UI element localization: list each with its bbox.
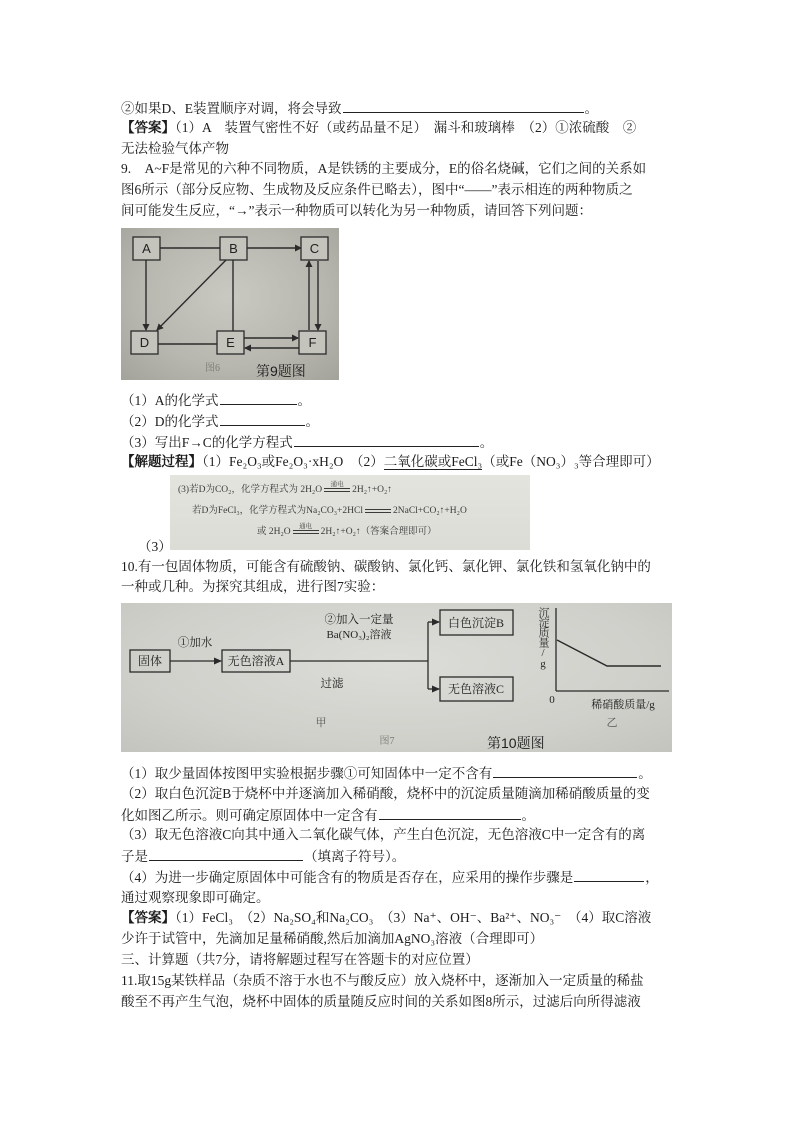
figure-caption: 第9题图 [256, 363, 306, 379]
q8-answer-text: （1）A 装置气密性不好（或药品量不足） 漏斗和玻璃棒 （2）①浓硫酸 ② [175, 120, 637, 135]
question-end: 。 [638, 766, 652, 781]
answer-blank [220, 389, 297, 405]
eq-condition: 通电 [330, 481, 344, 489]
q10-question-3-line2 [121, 845, 405, 866]
arrow-b-d [157, 260, 226, 330]
answer-blank [493, 762, 637, 778]
section-title: 三、计算题（共7分，请将解题过程写在答题卡的对应位置） [121, 952, 479, 967]
question-text: 化如图乙所示。则可确定原固体中一定含有 [121, 808, 378, 823]
answer-blank [294, 431, 479, 447]
q10-question-1 [121, 762, 652, 783]
q10-answer-line2: 少许于试管中，先滴加足量稀硝酸,然后加滴加AgNO₃溶液（合理即可） [121, 931, 544, 946]
q10-answer-text: （1）FeCl₃ （2）Na₂SO₄和Na₂CO₃ （3）Na⁺、OH⁻、Ba²⁺、NO₃⁻ （4）取C溶液 [175, 910, 652, 925]
q10-stem-line: 一种或几种。为探究其组成，进行图7实验： [121, 579, 385, 594]
eq-sign [293, 523, 319, 534]
graph-curve [557, 640, 661, 666]
question-end: 。 [479, 435, 494, 450]
q8-answer-line1 [121, 117, 636, 138]
q10-question-2-line2 [121, 804, 535, 825]
eq-double-line [293, 530, 319, 534]
step2-label-line2: Ba(NO₃)₂溶液 [326, 629, 392, 641]
figure-caption: 第10题图 [487, 735, 545, 751]
answer-blank [149, 845, 303, 861]
box-solution-a-label: 无色溶液A [227, 654, 285, 668]
diagram-label-jia: 甲 [315, 717, 327, 729]
q10-experiment-diagram [121, 603, 672, 752]
q8-answer-line2: 无法检验气体产物 [121, 141, 229, 156]
eq-line-2 [192, 503, 467, 519]
q9-solution-line [121, 451, 660, 472]
box-solid-label: 固体 [137, 654, 163, 668]
node-d-label: D [139, 335, 150, 350]
eq-text: 2H₂↑+O₂↑ [352, 485, 393, 495]
answer-label: 【答案】 [121, 120, 175, 135]
q9-question-1 [121, 389, 311, 410]
solution-part3: （或Fe（NO₃）₃等合理即可） [482, 454, 660, 469]
answer-blank [220, 410, 305, 426]
q8-sub2-end: 。 [584, 101, 598, 116]
step1-label: ①加水 [177, 637, 213, 649]
box-precipitate-b-label: 白色沉淀B [447, 616, 505, 630]
question-text: （2）D的化学式 [121, 414, 219, 429]
eq-sign [365, 509, 391, 513]
question-text: （1）A的化学式 [121, 393, 219, 408]
question-text: （4）为进一步确定原固体中可能含有的物质是否存在，应采用的操作步骤是 [121, 870, 574, 885]
q9-stem-line: 图6所示（部分反应物、生成物及反应条件已略去），图中“——”表示相连的两种物质之 [121, 182, 633, 197]
eq-text: 若D为FeCl₃，化学方程式为Na₂CO₃+2HCl [192, 506, 363, 516]
eq-condition: 通电 [299, 523, 313, 531]
diagram-label-yi: 乙 [606, 717, 618, 729]
box-solution-c-label: 无色溶液C [447, 682, 505, 696]
solution-part1: （1）Fe₂O₃或Fe₂O₃·xH₂O （2） [202, 454, 384, 469]
question-text: 子是 [121, 849, 148, 864]
answer-label: 【答案】 [121, 910, 175, 925]
eq-text: 或 2H₂O [257, 527, 291, 537]
eq-double-line [365, 509, 391, 513]
answer-blank [379, 804, 521, 820]
q10-question-3-line1: （3）取无色溶液C向其中通入二氧化碳气体，产生白色沉淀，无色溶液C中一定含有的离 [121, 827, 646, 842]
node-a-label: A [142, 241, 151, 256]
graph-x-label: 稀硝酸质量/g [591, 699, 655, 711]
question-text: （1）取少量固体按图甲实验根据步骤①可知固体中一定不含有 [121, 766, 493, 781]
eq-double-line [324, 488, 350, 492]
step2-label-line1: ②加入一定量 [324, 614, 394, 626]
q9-question-2 [121, 410, 319, 431]
q11-stem-line: 酸至不再产生气泡，烧杯中固体的质量随反应时间的关系如图8所示，过滤后向所得滤液 [121, 994, 641, 1009]
filter-label: 过滤 [320, 678, 344, 690]
eq-line-1 [178, 482, 392, 498]
q9-solution-image [170, 475, 530, 550]
q10-question-2-line1: （2）取白色沉淀B于烧杯中并逐滴加入稀硝酸，烧杯中的沉淀质量随滴加稀硝酸质量的变 [121, 786, 650, 801]
eq-sign [324, 481, 350, 492]
solution-part2: 二氧化碳或FeCl₃ [383, 454, 483, 469]
q9-question-3 [121, 431, 493, 452]
eq-line-3 [257, 524, 437, 540]
question-end: 。 [521, 808, 535, 823]
q8-sub2-text: ②如果D、E装置顺序对调，将会导致 [121, 101, 342, 116]
q10-stem-line: 10.有一包固体物质，可能含有硫酸钠、碳酸钠、氯化钙、氯化钾、氯化铁和氢氧化钠中的 [121, 559, 651, 574]
node-c-label: C [309, 241, 320, 256]
node-e-label: E [226, 335, 235, 350]
graph-y-label: 沉淀质量/g [537, 607, 549, 669]
node-f-label: F [308, 335, 317, 350]
q9-relation-diagram [121, 228, 339, 380]
q10-answer-line1 [121, 907, 651, 928]
node-b-label: B [229, 241, 238, 256]
eq-text: 2H₂↑+O₂↑（答案合理即可） [320, 527, 437, 537]
question-text: （3）写出F→C的化学方程式 [121, 435, 293, 450]
q9-stem-line: 间可能发生反应，“→”表示一种物质可以转化为另一种物质，请回答下列问题： [121, 203, 592, 218]
answer-blank [343, 97, 584, 113]
q9-figure [121, 228, 339, 380]
q8-sub2 [121, 97, 598, 118]
solution-label: 【解题过程】 [121, 454, 202, 469]
eq-text: (3)若D为CO₂，化学方程式为 2H₂O [178, 485, 323, 495]
figure-number: 图6 [205, 363, 220, 374]
q10-question-4-line2: 通过观察现象即可确定。 [121, 890, 270, 905]
question-end: ， [645, 870, 659, 885]
q9-stem-line: 9. A~F是常见的六种不同物质，A是铁锈的主要成分，E的俗名烧碱，它们之间的关系如 [121, 161, 647, 176]
q10-question-4-line1 [121, 866, 659, 887]
figure-number: 图7 [379, 736, 395, 747]
q11-stem-line: 11.取15g某铁样品（杂质不溶于水也不与酸反应）放入烧杯中，逐渐加入一定质量的稀盐 [121, 973, 644, 988]
solution-part3-label: （3） [138, 539, 172, 554]
q10-figure [121, 603, 672, 752]
answer-blank [574, 866, 644, 882]
graph-origin: 0 [549, 694, 555, 706]
eq-text: 2NaCl+CO₂↑+H₂O [393, 506, 467, 516]
question-end: 。 [297, 393, 311, 408]
question-end: （填离子符号）。 [304, 849, 406, 864]
question-end: 。 [305, 414, 319, 429]
